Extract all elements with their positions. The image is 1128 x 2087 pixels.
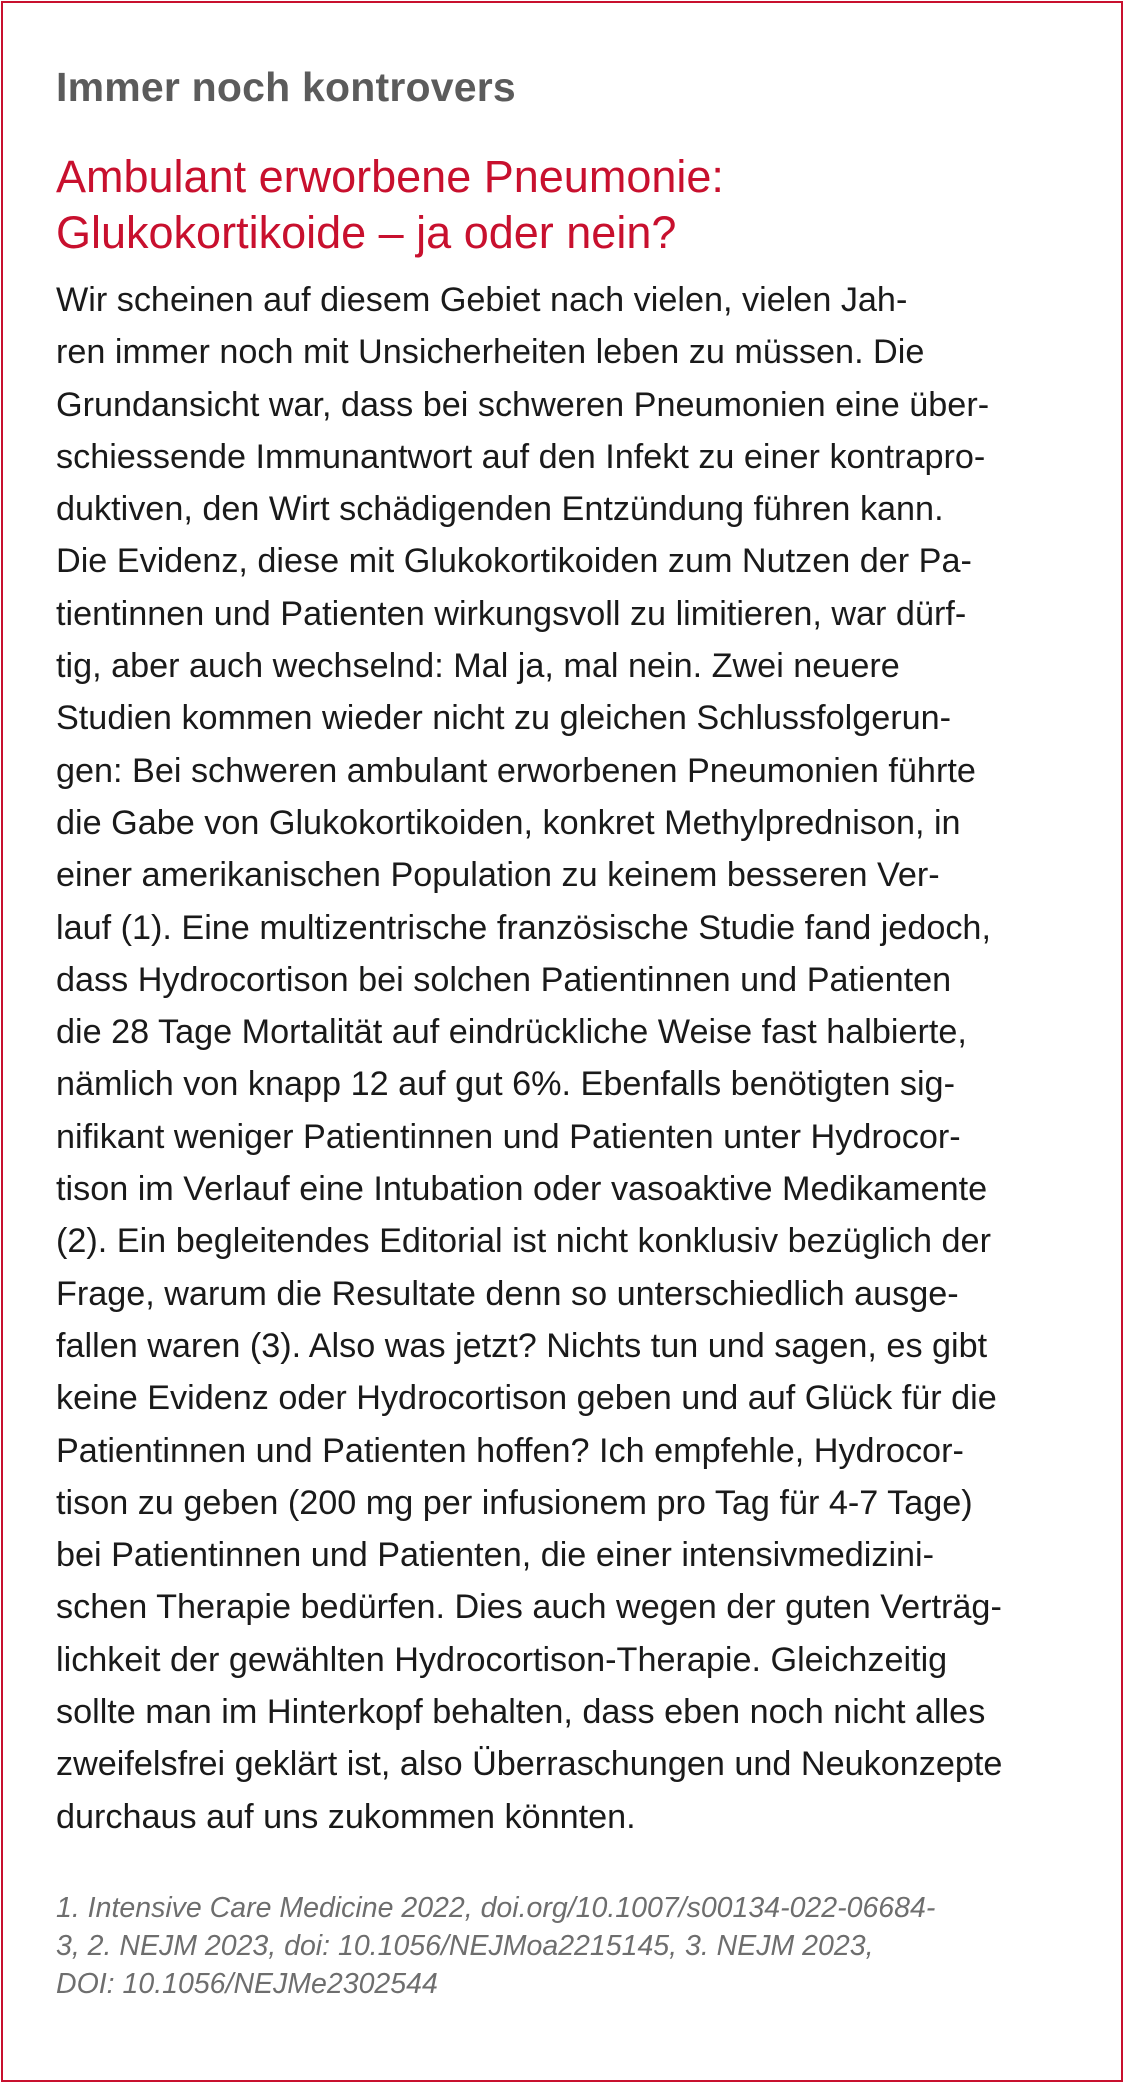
body-line: zweifelsfrei geklärt ist, also Überraschungen und Neukonzepte	[56, 1745, 1003, 1784]
reference-line: 1. Intensive Care Medicine 2022, doi.org/10.1007/s00134-022-06684-	[56, 1891, 936, 1924]
body-line: schiessende Immunantwort auf den Infekt zu einer kontrapro-	[56, 437, 986, 476]
references	[56, 1889, 1086, 2003]
body-line: Die Evidenz, diese mit Glukokortikoiden zum Nutzen der Pa-	[56, 542, 972, 581]
kicker: Immer noch kontrovers	[56, 64, 516, 110]
article-box	[1, 1, 1123, 2082]
body-line: einer amerikanischen Population zu keinem besseren Ver-	[56, 856, 940, 895]
reference-line: DOI: 10.1056/NEJMe2302544	[56, 1967, 438, 2000]
reference-line: 3, 2. NEJM 2023, doi: 10.1056/NEJMoa2215145, 3. NEJM 2023,	[56, 1929, 874, 1962]
body-line: sollte man im Hinterkopf behalten, dass eben noch nicht alles	[56, 1693, 986, 1732]
headline	[56, 149, 1086, 261]
body-line: Wir scheinen auf diesem Gebiet nach vielen, vielen Jah-	[56, 281, 908, 319]
body-line: die Gabe von Glukokortikoiden, konkret Methylprednison, in	[56, 803, 961, 842]
body-line: fallen waren (3). Also was jetzt? Nichts tun und sagen, es gibt	[56, 1326, 988, 1365]
body-line: nifikant weniger Patientinnen und Patienten unter Hydrocor-	[56, 1117, 961, 1156]
body-line: tison zu geben (200 mg per infusionem pro Tag für 4-7 Tage)	[56, 1483, 973, 1522]
headline-line: Glukokortikoide – ja oder nein?	[56, 207, 677, 258]
body-line: lichkeit der gewählten Hydrocortison-Therapie. Gleichzeitig	[56, 1640, 948, 1679]
body-paragraph	[56, 274, 1086, 1843]
body-line: lauf (1). Eine multizentrische französische Studie fand jedoch,	[56, 908, 991, 947]
body-line: dass Hydrocortison bei solchen Patientinnen und Patienten	[56, 960, 952, 999]
headline-line: Ambulant erworbene Pneumonie:	[56, 151, 724, 202]
body-line: (2). Ein begleitendes Editorial ist nicht konklusiv bezüglich der	[56, 1222, 991, 1261]
body-line: bei Patientinnen und Patienten, die einer intensivmedizini-	[56, 1536, 935, 1575]
body-line: gen: Bei schweren ambulant erworbenen Pneumonien führte	[56, 751, 976, 790]
body-line: Studien kommen wieder nicht zu gleichen Schlussfolgerun-	[56, 699, 952, 738]
body-line: die 28 Tage Mortalität auf eindrückliche Weise fast halbierte,	[56, 1013, 967, 1052]
body-line: tig, aber auch wechselnd: Mal ja, mal nein. Zwei neuere	[56, 647, 900, 686]
body-line: keine Evidenz oder Hydrocortison geben und auf Glück für die	[56, 1379, 997, 1418]
body-line: Patientinnen und Patienten hoffen? Ich empfehle, Hydrocor-	[56, 1431, 964, 1470]
body-line: Grundansicht war, dass bei schweren Pneumonien eine über-	[56, 385, 990, 424]
body-line: nämlich von knapp 12 auf gut 6%. Ebenfalls benötigten sig-	[56, 1065, 955, 1104]
body-line: tientinnen und Patienten wirkungsvoll zu limitieren, war dürf-	[56, 594, 967, 633]
body-line: Frage, warum die Resultate denn so unterschiedlich ausge-	[56, 1274, 959, 1313]
body-line: schen Therapie bedürfen. Dies auch wegen der guten Verträg-	[56, 1588, 1002, 1627]
body-line: ren immer noch mit Unsicherheiten leben zu müssen. Die	[56, 333, 925, 372]
body-line: durchaus auf uns zukommen könnten.	[56, 1797, 636, 1836]
body-line: tison im Verlauf eine Intubation oder vasoaktive Medikamente	[56, 1170, 988, 1209]
body-line: duktiven, den Wirt schädigenden Entzündung führen kann.	[56, 490, 944, 529]
article-content	[56, 61, 1086, 2003]
